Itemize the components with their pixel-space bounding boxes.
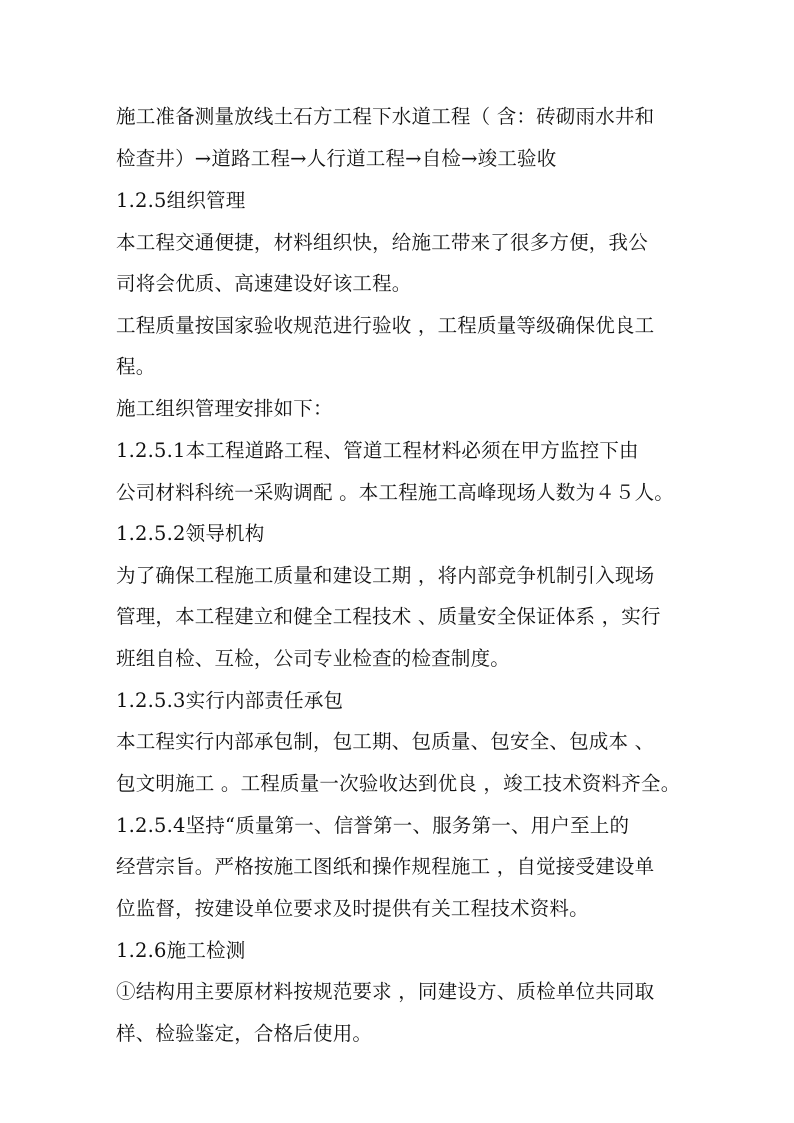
text-line-22: ①结构用主要原材料按规范要求 ，同建设方、质检单位共同取 [116,980,655,1003]
text-line-14: 班组自检、互检，公司专业检查的检查制度。 [116,647,511,670]
text-line-7: 程。 [116,355,156,378]
section-heading-1-2-5-3: 1.2.5.3实行内部责任承包 [116,689,344,712]
text-line-2: 检查井）→道路工程→人行道工程→自检→竣工验收 [116,147,557,170]
text-line-5: 司将会优质、高速建设好该工程。 [116,272,412,295]
text-line-23: 样、检验鉴定，合格后使用。 [116,1022,373,1045]
text-line-18: 1.2.5.4坚持“质量第一、信誉第一、服务第一、用户至上的 [116,814,630,837]
text-line-12: 为了确保工程施工质量和建设工期 ，将内部竞争机制引入现场 [116,564,655,587]
text-line-17: 包文明施工 。工程质量一次验收达到优良 ，竣工技术资料齐全。 [116,772,681,795]
section-heading-1-2-6: 1.2.6施工检测 [116,939,246,962]
text-line-6: 工程质量按国家验收规范进行验收 ，工程质量等级确保优良工 [116,314,655,337]
text-line-1: 施工准备测量放线土石方工程下水道工程（ 含：砖砌雨水井和 [116,105,655,128]
text-line-8: 施工组织管理安排如下： [116,397,333,420]
text-line-13: 管理，本工程建立和健全工程技术 、质量安全保证体系 ，实行 [116,605,661,628]
section-heading-1-2-5-2: 1.2.5.2领导机构 [116,522,265,545]
text-line-16: 本工程实行内部承包制，包工期、包质量、包安全、包成本 、 [116,730,655,753]
text-line-10: 公司材料科统一采购调配 。本工程施工高峰现场人数为４５人。 [116,481,674,504]
text-line-9: 1.2.5.1本工程道路工程、管道工程材料必须在甲方监控下由 [116,439,639,462]
text-line-19: 经营宗旨。严格按施工图纸和操作规程施工 ，自觉接受建设单 [116,855,655,878]
text-line-20: 位监督，按建设单位要求及时提供有关工程技术资料。 [116,897,589,920]
section-heading-1-2-5: 1.2.5组织管理 [116,189,246,212]
text-line-4: 本工程交通便捷，材料组织快，给施工带来了很多方便，我公 [116,231,648,254]
